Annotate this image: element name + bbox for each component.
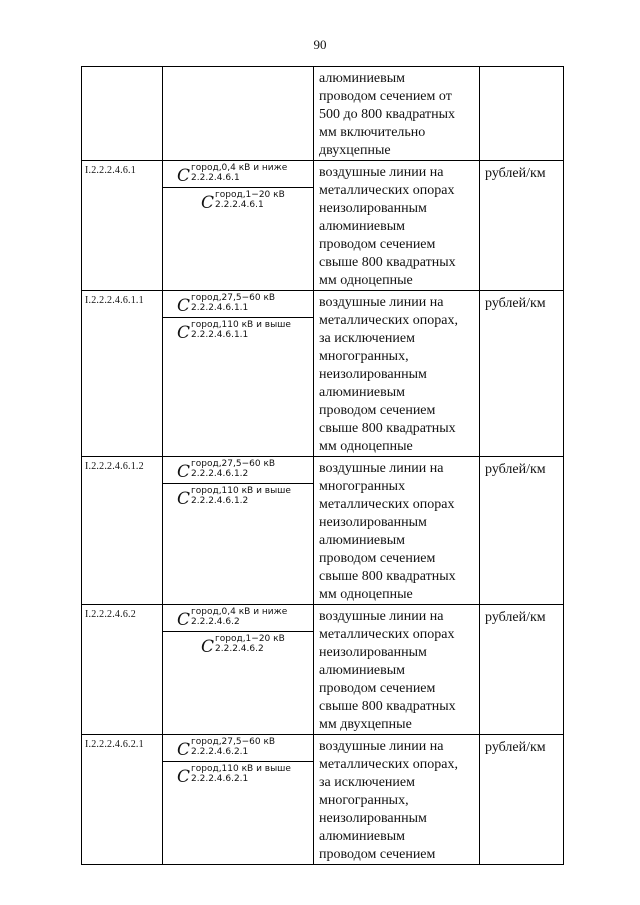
table-row — [82, 291, 564, 457]
formula-symbol: C — [177, 296, 191, 316]
formula-cell — [163, 457, 314, 605]
table-row — [82, 605, 564, 735]
formula-symbol: C — [177, 489, 191, 509]
formula-symbol: C — [177, 323, 191, 343]
rate-formula — [163, 291, 313, 317]
formula-superscript: город,110 кВ и выше — [191, 486, 291, 496]
table-row — [82, 161, 564, 291]
formula-subscript: 2.2.2.4.6.1 — [191, 173, 240, 183]
table-row — [82, 67, 564, 161]
formula-subscript: 2.2.2.4.6.2 — [215, 644, 264, 654]
formula-subscript: 2.2.2.4.6.1 — [215, 200, 264, 210]
formula-symbol: C — [201, 193, 215, 213]
code-cell — [82, 605, 163, 735]
formula-cell — [163, 605, 314, 735]
rate-formula — [163, 605, 313, 631]
formula-symbol: C — [177, 740, 191, 760]
unit-cell — [480, 291, 564, 457]
unit-label: рублей/км — [485, 462, 546, 477]
formula-symbol: C — [177, 767, 191, 787]
formula-superscript: город,1−20 кВ — [215, 634, 285, 644]
rate-formula — [163, 735, 313, 761]
unit-cell — [480, 735, 564, 865]
unit-label: рублей/км — [485, 296, 546, 311]
description-cell — [314, 457, 480, 605]
formula-superscript: город,1−20 кВ — [215, 190, 285, 200]
unit-label — [480, 67, 563, 71]
description-cell — [314, 67, 480, 161]
code-cell — [82, 735, 163, 865]
formula-subscript: 2.2.2.4.6.2.1 — [191, 747, 249, 757]
description-cell — [314, 735, 480, 865]
table-row — [82, 735, 564, 865]
formula-subscript: 2.2.2.4.6.1.2 — [191, 469, 249, 479]
code-cell — [82, 161, 163, 291]
formula-symbol: C — [177, 462, 191, 482]
description-cell — [314, 161, 480, 291]
formula-subscript: 2.2.2.4.6.2.1 — [191, 774, 249, 784]
rate-formula — [163, 631, 313, 657]
line-description: воздушные линии на металлических опорах неизолированным алюминиевым проводом сечением свыше 800 квадратных мм одноцепные — [319, 165, 456, 288]
line-description: воздушные линии на металлических опорах, за исключением многогранных, неизолированным алюминиевым проводом сечением — [319, 739, 458, 862]
formula-cell — [163, 161, 314, 291]
unit-cell — [480, 67, 564, 161]
rate-formula — [163, 161, 313, 187]
item-code: I.2.2.2.4.6.2 — [85, 609, 136, 620]
formula-cell — [163, 67, 314, 161]
line-description: воздушные линии на металлических опорах неизолированным алюминиевым проводом сечением свыше 800 квадратных мм двухцепные — [319, 609, 456, 732]
unit-cell — [480, 161, 564, 291]
unit-cell — [480, 457, 564, 605]
rate-formula — [163, 317, 313, 343]
formula-superscript: город,110 кВ и выше — [191, 320, 291, 330]
formula-superscript: город,27,5−60 кВ — [191, 293, 276, 303]
unit-label: рублей/км — [485, 610, 546, 625]
table-row — [82, 457, 564, 605]
line-description: воздушные линии на многогранных металлических опорах неизолированным алюминиевым проводом сечением свыше 800 квадратных мм одноцепные — [319, 461, 456, 602]
page-number: 90 — [313, 37, 327, 52]
code-cell — [82, 291, 163, 457]
unit-cell — [480, 605, 564, 735]
item-code: I.2.2.2.4.6.1.1 — [85, 295, 144, 306]
description-cell — [314, 605, 480, 735]
rate-formula — [163, 457, 313, 483]
formula-cell — [163, 291, 314, 457]
rate-formula — [163, 761, 313, 787]
formula-symbol: C — [201, 637, 215, 657]
formula-superscript: город,27,5−60 кВ — [191, 737, 276, 747]
item-code — [82, 67, 162, 71]
code-cell — [82, 67, 163, 161]
formula-cell — [163, 735, 314, 865]
formula-subscript: 2.2.2.4.6.2 — [191, 617, 240, 627]
unit-label: рублей/км — [485, 166, 546, 181]
rate-formula — [163, 187, 313, 213]
formula-symbol: C — [177, 610, 191, 630]
formula-superscript: город,110 кВ и выше — [191, 764, 291, 774]
item-code: I.2.2.2.4.6.1 — [85, 165, 136, 176]
formula-superscript: город,0,4 кВ и ниже — [191, 607, 288, 617]
formula-subscript: 2.2.2.4.6.1.2 — [191, 496, 249, 506]
item-code: I.2.2.2.4.6.2.1 — [85, 739, 144, 750]
formula-subscript: 2.2.2.4.6.1.1 — [191, 303, 249, 313]
item-code: I.2.2.2.4.6.1.2 — [85, 461, 144, 472]
formula-superscript: город,27,5−60 кВ — [191, 459, 276, 469]
formula-superscript: город,0,4 кВ и ниже — [191, 163, 288, 173]
description-cell — [314, 291, 480, 457]
unit-label: рублей/км — [485, 740, 546, 755]
line-description: алюминиевым проводом сечением от 500 до 800 квадратных мм включительно двухцепные — [319, 71, 456, 158]
tariff-table — [81, 66, 564, 865]
formula-symbol: C — [177, 166, 191, 186]
rate-formula — [163, 483, 313, 509]
line-description: воздушные линии на металлических опорах, за исключением многогранных, неизолированным алюминиевым проводом сечением свыше 800 квадратных мм одноцепные — [319, 295, 458, 454]
formula-subscript: 2.2.2.4.6.1.1 — [191, 330, 249, 340]
code-cell — [82, 457, 163, 605]
